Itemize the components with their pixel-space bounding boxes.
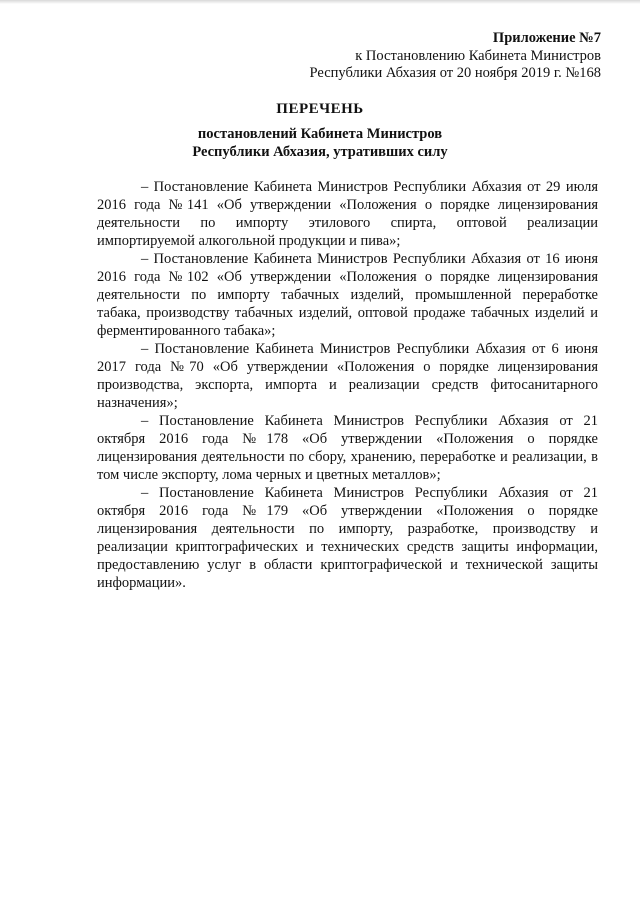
document-subtitle [0, 126, 640, 161]
attachment-reference-line-2: Республики Абхазия от 20 ноября 2019 г. №168 [309, 65, 601, 81]
resolutions-list [97, 178, 598, 592]
list-item: – Постановление Кабинета Министров Республики Абхазия от 21 октября 2016 года №179 «Об утверждении «Положения о порядке лицензирования деятельности по импорту, разработке, производству и реализации криптографических и технических средств защиты информации, предоставлению услуг в области криптографической и технической защиты информации». [97, 485, 598, 591]
list-item: – Постановление Кабинета Министров Республики Абхазия от 6 июня 2017 года №70 «Об утверждении «Положения о порядке лицензирования производства, экспорта, импорта и реализации средств фитосанитарного назначения»; [97, 341, 598, 411]
scan-edge [0, 0, 640, 4]
attachment-number: Приложение №7 [492, 30, 601, 46]
attachment-reference-line-1: к Постановлению Кабинета Министров [355, 47, 601, 64]
subtitle-line-2: Республики Абхазия, утративших силу [192, 143, 448, 160]
document-title: ПЕРЕЧЕНЬ [276, 101, 364, 117]
subtitle-line-1: постановлений Кабинета Министров [197, 126, 443, 142]
list-item: – Постановление Кабинета Министров Республики Абхазия от 21 октября 2016 года №178 «Об утверждении «Положения о порядке лицензирования деятельности по сбору, хранению, переработке и реализации, в том числе экспорту, лома черных и цветных металлов»; [97, 413, 598, 483]
attachment-header [310, 30, 601, 83]
list-item: – Постановление Кабинета Министров Республики Абхазия от 29 июля 2016 года №141 «Об утверждении «Положения о порядке лицензирования деятельности по импорту этилового спирта, оптовой реализации импортируемой алкогольной продукции и пива»; [97, 179, 598, 249]
list-item: – Постановление Кабинета Министров Республики Абхазия от 16 июня 2016 года №102 «Об утверждении «Положения о порядке лицензирования деятельности по импорту табачных изделий, промышленной переработке табака, производству табачных изделий, оптовой продаже табачных изделий и ферментированного табака»; [97, 251, 598, 339]
